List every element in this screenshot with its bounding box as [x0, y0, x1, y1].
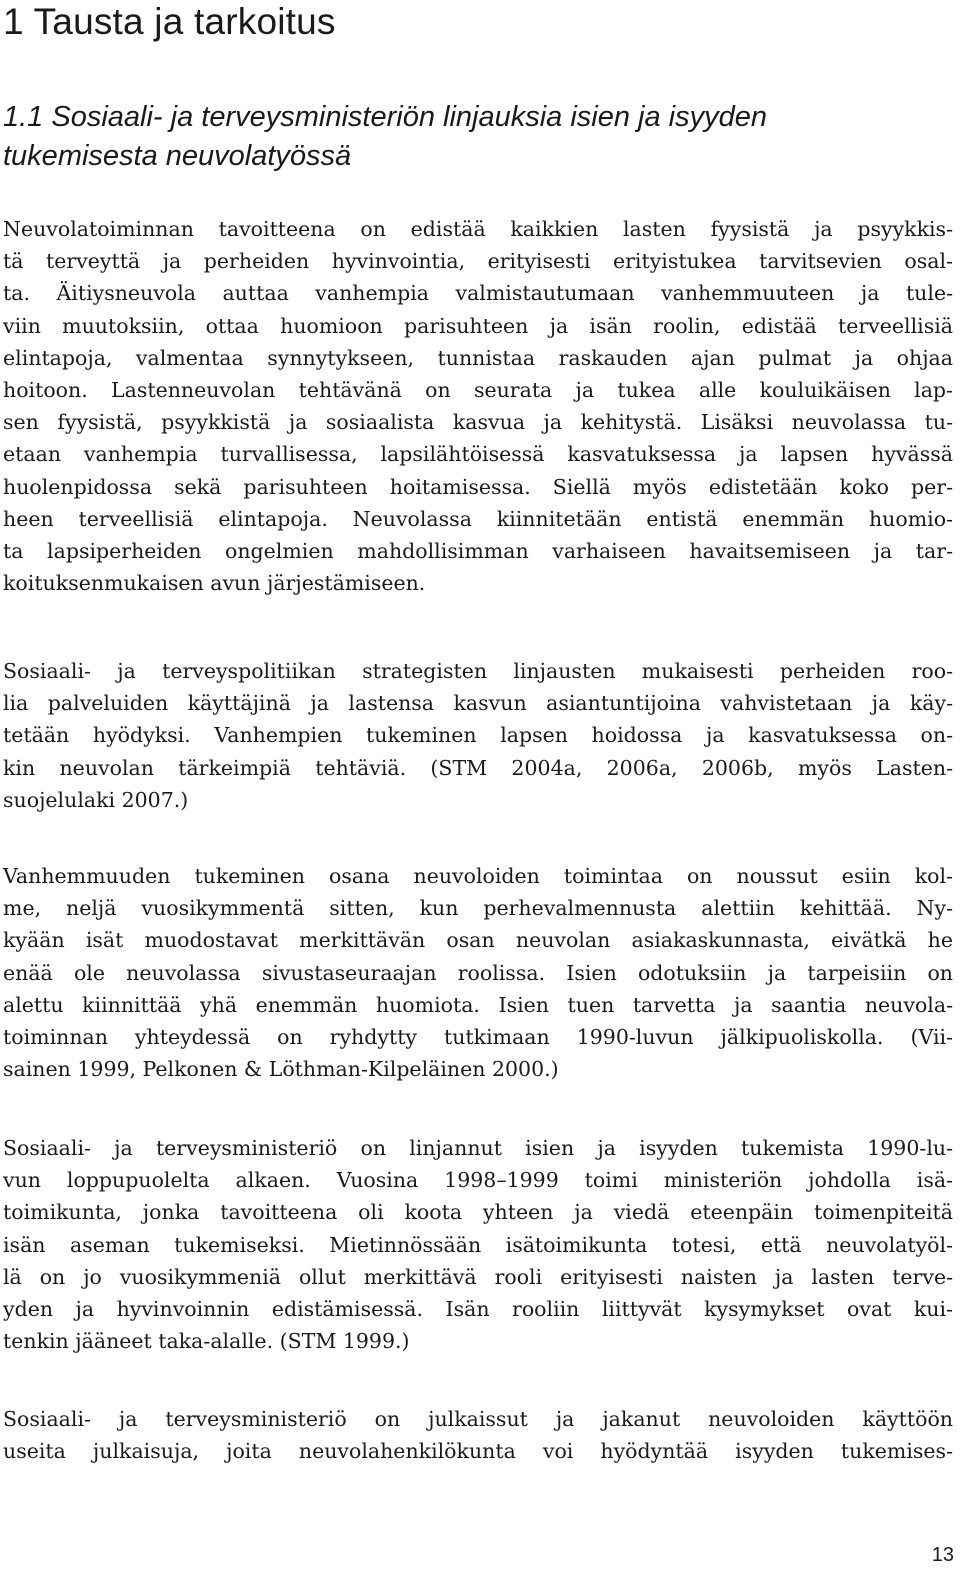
paragraph-line: kin neuvolan tärkeimpiä tehtäviä. (STM 2004a, 2006a, 2006b, myös Lasten- — [3, 755, 953, 780]
paragraph-line: hoitoon. Lastenneuvolan tehtävänä on seurata ja tukea alle kouluikäisen lap- — [3, 377, 953, 402]
paragraph-5 — [3, 1403, 953, 1467]
paragraph-line: sainen 1999, Pelkonen & Löthman-Kilpeläinen 2000.) — [3, 1057, 559, 1082]
section-title-line: tukemisesta neuvolatyössä — [3, 140, 352, 172]
paragraph-line: toiminnan yhteydessä on ryhdytty tutkimaan 1990-luvun jälkipuoliskolla. (Vii- — [3, 1024, 953, 1049]
paragraph-line: huolenpidossa sekä parisuhteen hoitamisessa. Siellä myös edistetään koko per- — [3, 474, 953, 499]
paragraph-line: viin muutoksiin, ottaa huomioon parisuhteen ja isän roolin, edistää terveellisiä — [3, 313, 953, 338]
section-title-line: 1.1 Sosiaali- ja terveysministeriön linjauksia isien ja isyyden — [3, 101, 768, 133]
paragraph-line: isän aseman tukemiseksi. Mietinnössään isätoimikunta totesi, että neuvolatyöl- — [3, 1232, 953, 1257]
paragraph-line: lä on jo vuosikymmeniä ollut merkittävä rooli erityisesti naisten ja lasten terve- — [3, 1264, 953, 1289]
paragraph-2 — [3, 655, 953, 816]
paragraph-line: sen fyysistä, psyykkistä ja sosiaalista kasvua ja kehitystä. Lisäksi neuvolassa tu- — [3, 410, 953, 435]
paragraph-line: ta. Äitiysneuvola auttaa vanhempia valmistautumaan vanhemmuuteen ja tule- — [3, 281, 953, 306]
paragraph-line: tetään hyödyksi. Vanhempien tukeminen lapsen hoidossa ja kasvatuksessa on- — [3, 723, 953, 748]
paragraph-line: koituksenmukaisen avun järjestämiseen. — [3, 571, 426, 596]
paragraph-line: Vanhemmuuden tukeminen osana neuvoloiden toimintaa on noussut esiin kol- — [3, 864, 953, 888]
chapter-title: 1 Tausta ja tarkoitus — [3, 1, 336, 42]
paragraph-line: Sosiaali- ja terveysministeriö on linjannut isien ja isyyden tukemista 1990-lu- — [3, 1136, 953, 1160]
page-number: 13 — [931, 1544, 954, 1566]
paragraph-line: enää ole neuvolassa sivustaseuraajan roolissa. Isien odotuksiin ja tarpeisiin on — [3, 960, 953, 985]
paragraph-line: heen terveellisiä elintapoja. Neuvolassa kiinnitetään entistä enemmän huomio- — [3, 506, 953, 531]
paragraph-line: yden ja hyvinvoinnin edistämisessä. Isän rooliin liittyvät kysymykset ovat kui- — [3, 1296, 953, 1321]
paragraph-line: suojelulaki 2007.) — [3, 787, 189, 812]
paragraph-line: lia palveluiden käyttäjinä ja lastensa kasvun asiantuntijoina vahvistetaan ja käy- — [3, 691, 953, 716]
paragraph-line: toimikunta, jonka tavoitteena oli koota yhteen ja viedä eteenpäin toimenpiteitä — [3, 1200, 953, 1225]
paragraph-line: tenkin jääneet taka-alalle. (STM 1999.) — [3, 1329, 410, 1354]
paragraph-line: Sosiaali- ja terveyspolitiikan strategisten linjausten mukaisesti perheiden roo- — [3, 659, 953, 683]
paragraph-line: alettu kiinnittää yhä enemmän huomiota. Isien tuen tarvetta ja saantia neuvola- — [3, 992, 953, 1017]
paragraph-line: Sosiaali- ja terveysministeriö on julkaissut ja jakanut neuvoloiden käyttöön — [3, 1407, 953, 1431]
paragraph-line: tä terveyttä ja perheiden hyvinvointia, erityisesti erityistukea tarvitsevien osal- — [3, 249, 953, 274]
paragraph-line: me, neljä vuosikymmentä sitten, kun perhevalmennusta alettiin kehittää. Ny- — [3, 896, 953, 921]
paragraph-line: useita julkaisuja, joita neuvolahenkilökunta voi hyödyntää isyyden tukemises- — [3, 1439, 953, 1464]
paragraph-1 — [3, 213, 953, 599]
paragraph-line: kyään isät muodostavat merkittävän osan neuvolan asiakaskunnasta, eivätkä he — [3, 928, 953, 953]
paragraph-line: etaan vanhempia turvallisessa, lapsilähtöisessä kasvatuksessa ja lapsen hyvässä — [3, 442, 953, 467]
paragraph-line: elintapoja, valmentaa synnytykseen, tunnistaa raskauden ajan pulmat ja ohjaa — [3, 345, 953, 370]
paragraph-4 — [3, 1132, 953, 1357]
paragraph-line: vun loppupuolelta alkaen. Vuosina 1998–1999 toimi ministeriön johdolla isä- — [3, 1168, 953, 1193]
paragraph-line: Neuvolatoiminnan tavoitteena on edistää kaikkien lasten fyysistä ja psyykkis- — [3, 217, 953, 241]
paragraph-line: ta lapsiperheiden ongelmien mahdollisimman varhaiseen havaitsemiseen ja tar- — [3, 538, 953, 563]
paragraph-3 — [3, 860, 953, 1085]
section-title — [3, 98, 953, 176]
